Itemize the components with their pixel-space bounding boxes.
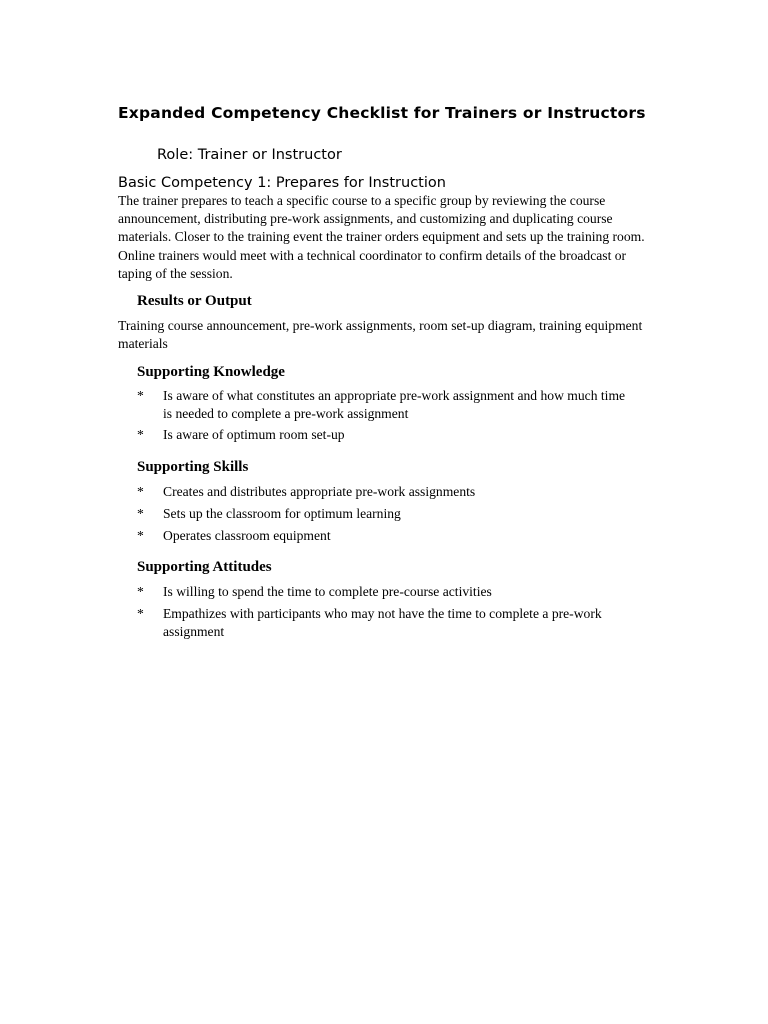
document-title: Expanded Competency Checklist for Trainers or Instructors — [118, 104, 646, 122]
skills-list — [137, 483, 637, 545]
list-item — [137, 583, 637, 601]
knowledge-heading: Supporting Knowledge — [137, 364, 285, 380]
list-item-text: Is aware of what constitutes an appropriate pre-work assignment and how much time is needed to complete a pre-work assignment — [163, 388, 626, 422]
attitudes-list — [137, 583, 637, 641]
bullet-marker: * — [137, 505, 144, 521]
results-text: Training course announcement, pre-work assignments, room set-up diagram, training equipment materials — [118, 318, 643, 352]
list-item-text: Sets up the classroom for optimum learning — [163, 505, 401, 521]
results-heading: Results or Output — [137, 293, 252, 309]
competency-heading: Basic Competency 1: Prepares for Instruction — [118, 175, 446, 191]
list-item — [137, 483, 637, 501]
list-item-text: Operates classroom equipment — [163, 527, 331, 543]
bullet-marker: * — [137, 605, 144, 621]
bullet-marker: * — [137, 527, 144, 543]
bullet-marker: * — [137, 584, 144, 599]
list-item — [137, 505, 637, 523]
list-item — [137, 426, 637, 444]
list-item-text: Empathizes with participants who may not have the time to complete a pre-work assignment — [163, 605, 602, 639]
skills-heading: Supporting Skills — [137, 459, 249, 475]
bullet-marker: * — [137, 388, 144, 403]
list-item-text: Is aware of optimum room set-up — [163, 427, 345, 443]
role-line: Role: Trainer or Instructor — [157, 147, 342, 163]
bullet-marker: * — [137, 484, 144, 499]
knowledge-list — [137, 387, 637, 445]
list-item-text: Creates and distributes appropriate pre-work assignments — [163, 484, 476, 499]
attitudes-heading: Supporting Attitudes — [137, 559, 272, 575]
list-item — [137, 527, 637, 545]
list-item — [137, 605, 637, 641]
bullet-marker: * — [137, 427, 144, 443]
list-item-text: Is willing to spend the time to complete pre-course activities — [163, 584, 492, 599]
competency-description: The trainer prepares to teach a specific course to a specific group by reviewing the course announcement, distributing pre-work assignments, and customizing and duplicating course materials. Closer to the training event the trainer orders equipment and sets up the training room. Online trainers would meet with a technical coordinator to confirm details of the broadcast or taping of the session. — [118, 193, 645, 281]
list-item — [137, 387, 637, 423]
